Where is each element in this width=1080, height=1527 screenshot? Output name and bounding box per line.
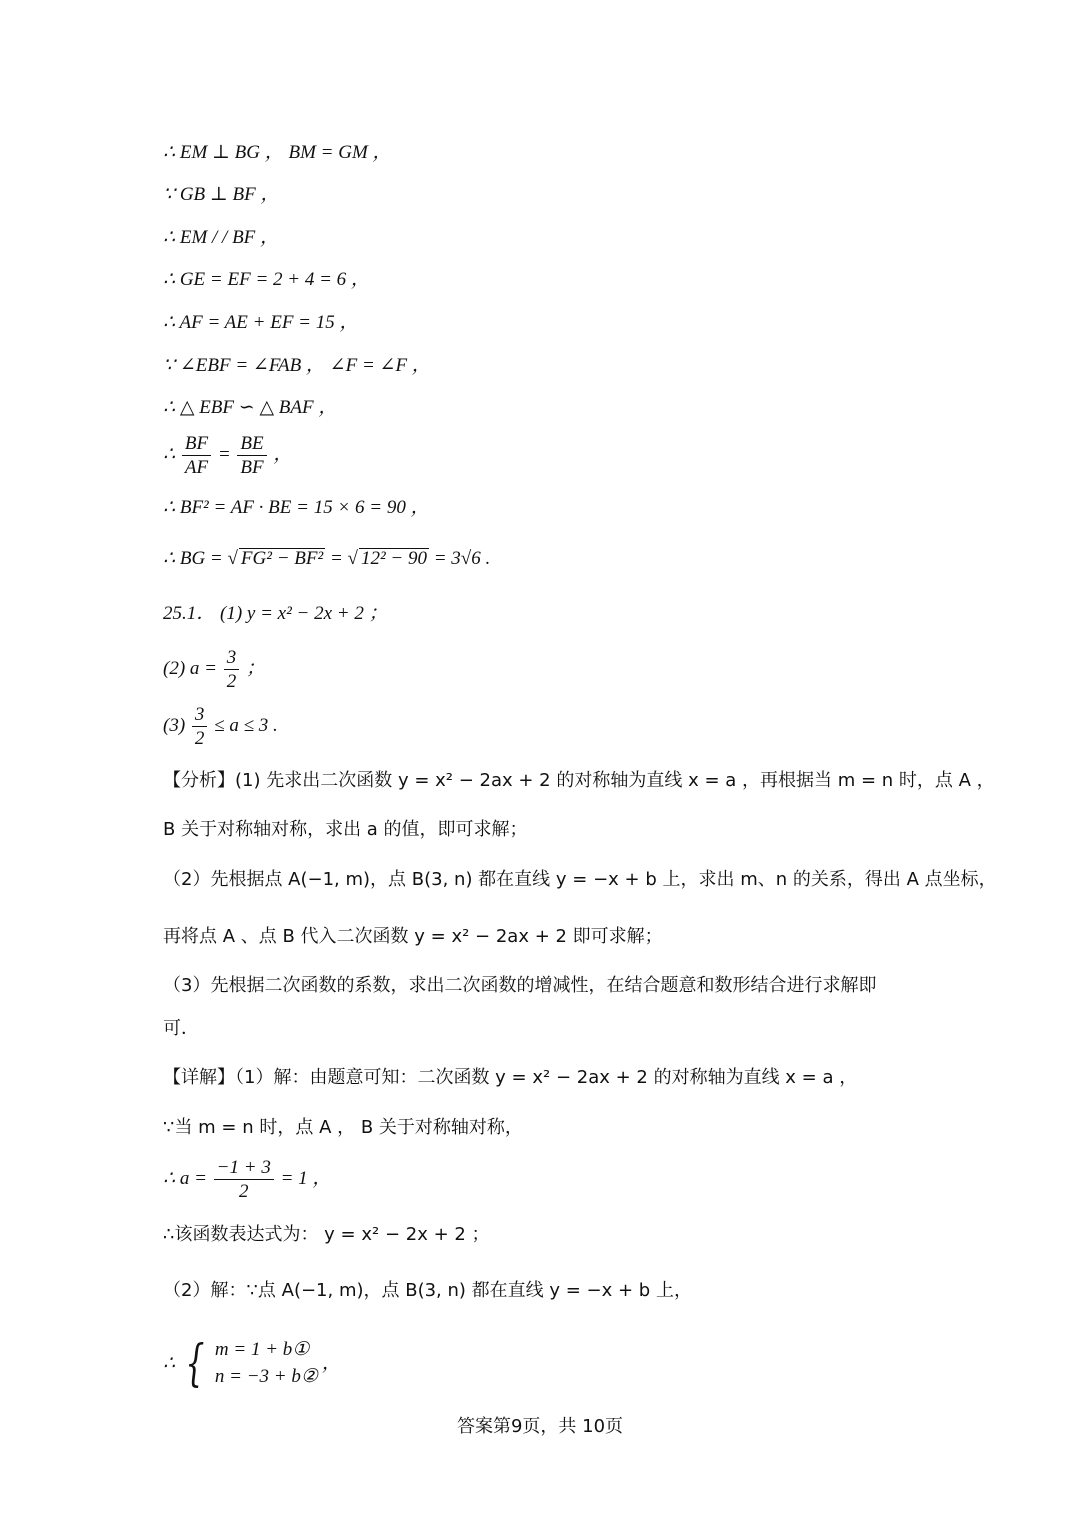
analysis-line-3: （2）先根据点 A(−1, m)，点 B(3, n) 都在直线 y = −x + b 上，求出 m、n 的关系，得出 A 点坐标， — [163, 869, 997, 890]
therefore-symbol: ∴ — [163, 443, 176, 465]
denominator: AF — [184, 457, 209, 478]
fraction-3-2: $\frac{3}{2}$ — [224, 648, 240, 691]
detail-line-2: ∵当 m = n 时，点 A ， B 关于对称轴对称， — [163, 1117, 523, 1138]
proof-line-5: ∴ AF = AE + EF = 15 ， — [163, 312, 359, 333]
answer-25-1: 25.1． (1) y = x² − 2x + 2 ； — [163, 603, 388, 624]
proof-line-3: ∴ EM / / BF ， — [163, 227, 280, 248]
fraction-neg1-plus-3-over-2: $\frac{-1 + 3}{2}$ — [214, 1158, 274, 1201]
proof-line-6: ∵ ∠EBF = ∠FAB ， ∠F = ∠F ， — [163, 355, 431, 376]
fraction-bf-af — [182, 434, 211, 477]
answer-part-2: (2) a = $\frac{3}{2}$ ； — [163, 647, 265, 692]
numerator: BF — [182, 434, 211, 456]
detail-line-4: ∴该函数表达式为： y = x² − 2x + 2 ； — [163, 1224, 490, 1245]
analysis-line-2: B 关于对称轴对称，求出 a 的值，即可求解； — [163, 819, 528, 840]
analysis-line-1: 【分析】(1) 先求出二次函数 y = x² − 2ax + 2 的对称轴为直线 x = a ，再根据当 m = n 时，点 A ， — [163, 770, 995, 791]
radicand-2: 12² − 90 — [360, 548, 427, 569]
proof-line-1: ∴ EM ⊥ BG ， BM = GM ， — [163, 142, 392, 163]
detail-line-3: ∴ a = $\frac{-1 + 3}{2}$ = 1 ， — [163, 1157, 332, 1202]
left-brace-icon: { — [185, 1334, 205, 1392]
radicand-1: FG² − BF² — [240, 548, 324, 569]
answer-part-3: (3) $\frac{3}{2}$ ≤ a ≤ 3 . — [163, 704, 278, 749]
analysis-line-5: （3）先根据二次函数的系数，求出二次函数的增减性，在结合题意和数形结合进行求解即 — [163, 975, 877, 996]
fraction-3-2: $\frac{3}{2}$ — [192, 705, 208, 748]
proof-line-10-sqrt: ∴ BG = √ FG² − BF² = √ 12² − 90 = 3√6 . — [163, 548, 491, 569]
proof-line-9: ∴ BF² = AF · BE = 15 × 6 = 90 ， — [163, 497, 430, 518]
detail-line-1: 【详解】（1）解：由题意可知：二次函数 y = x² − 2ax + 2 的对称轴为直线 x = a ， — [163, 1067, 858, 1088]
analysis-line-6: 可． — [163, 1018, 199, 1039]
equation-2: n = −3 + b② — [214, 1366, 318, 1387]
numerator: BE — [237, 434, 266, 456]
page-footer: 答案第9页，共 10页 — [456, 1416, 624, 1437]
equation-system: ∴ { m = 1 + b① n = −3 + b② ， — [163, 1334, 341, 1392]
equation-1: m = 1 + b① — [214, 1339, 310, 1360]
proof-line-4: ∴ GE = EF = 2 + 4 = 6 ， — [163, 269, 370, 290]
detail-line-5: （2）解：∵点 A(−1, m)，点 B(3, n) 都在直线 y = −x + b 上， — [163, 1280, 692, 1301]
fraction-be-bf — [237, 434, 266, 477]
proof-line-7: ∴ △ EBF ∽ △ BAF ， — [163, 397, 338, 418]
proof-line-2: ∵ GB ⊥ BF ， — [163, 184, 280, 205]
denominator: BF — [240, 457, 264, 478]
proof-line-8-ratio: ∴ $\frac{BF}{AF}$ = $\frac{BE}{BF}$ ， — [163, 433, 293, 478]
analysis-line-4: 再将点 A 、点 B 代入二次函数 y = x² − 2ax + 2 即可求解； — [163, 926, 663, 947]
